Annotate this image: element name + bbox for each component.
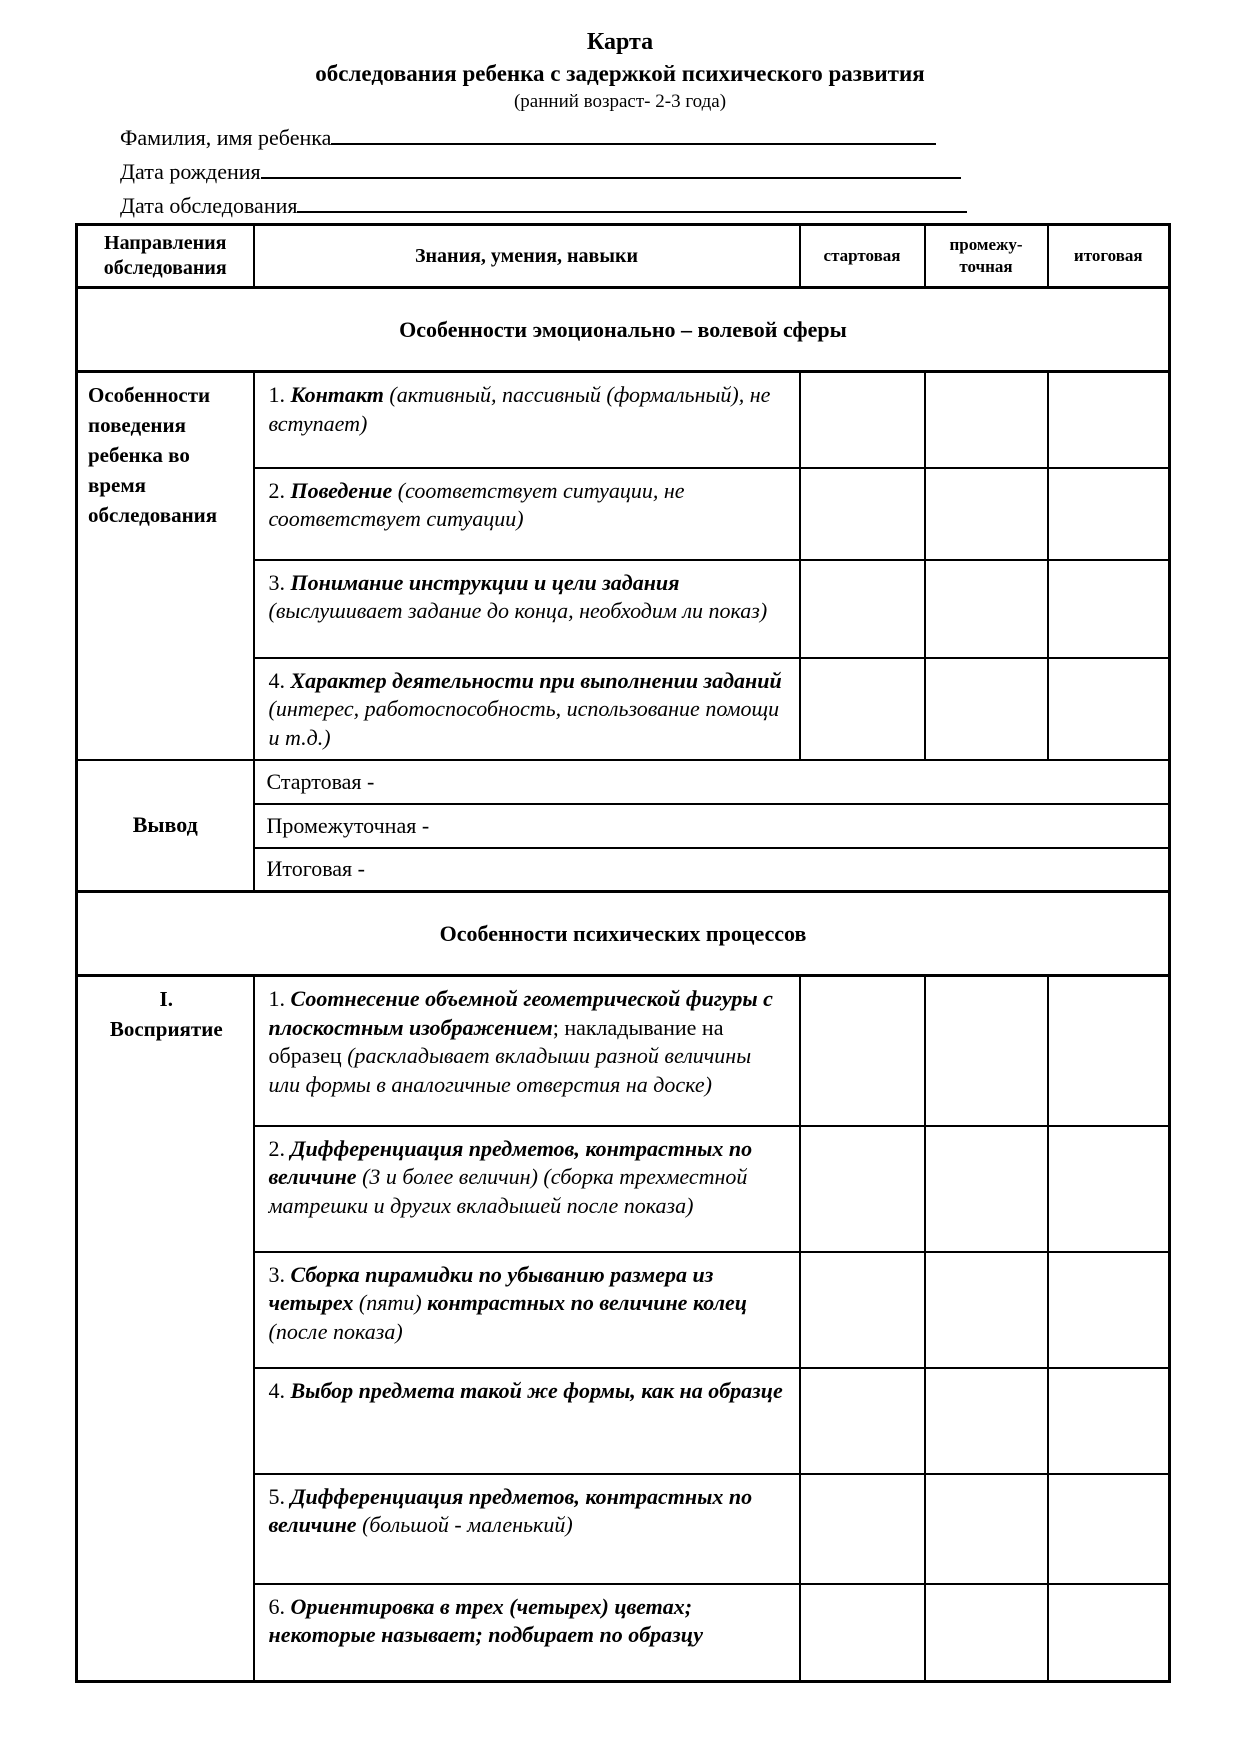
conclusion-label-cell: Вывод bbox=[77, 760, 254, 892]
score-cell-intermediate bbox=[925, 976, 1048, 1126]
score-cell-intermediate bbox=[925, 372, 1048, 468]
item-term: Поведение bbox=[290, 477, 398, 503]
item-cell-big-small-differentiation bbox=[254, 1474, 800, 1584]
conclusion-start-cell: Стартовая - bbox=[254, 760, 1170, 804]
score-cell-final bbox=[1048, 560, 1170, 658]
score-cell-start bbox=[800, 372, 925, 468]
item-detail: (пяти) bbox=[358, 1290, 428, 1316]
item-number: 6. bbox=[268, 1593, 291, 1619]
score-cell-intermediate bbox=[925, 1126, 1048, 1252]
col-header-intermediate-line1: промежу- bbox=[949, 235, 1023, 255]
item-plain-text: ; накладывание на образец bbox=[268, 1014, 724, 1069]
score-cell-intermediate bbox=[925, 658, 1048, 760]
item-detail: (интерес, работоспособность, использование помощи и т.д.) bbox=[268, 696, 780, 751]
item-cell-pyramid-assembly bbox=[254, 1252, 800, 1368]
score-cell-start bbox=[800, 1126, 925, 1252]
score-cell-final bbox=[1048, 468, 1170, 560]
item-detail: (большой - маленький) bbox=[362, 1512, 573, 1538]
score-cell-final bbox=[1048, 1126, 1170, 1252]
item-term: Дифференциация предметов, контрастных по величине bbox=[268, 1135, 753, 1190]
col-header-final: итоговая bbox=[1048, 225, 1170, 288]
section2-title-row bbox=[77, 892, 1170, 976]
item-term: Ориентировка в трех (четырех) цветах; некоторые называет; подбирает по образцу bbox=[268, 1593, 704, 1648]
item-detail: (соответствует ситуации, не соответствует ситуации) bbox=[268, 477, 685, 532]
page-title: Карта bbox=[586, 29, 654, 55]
col-header-directions: Направления обследования bbox=[77, 225, 254, 288]
item-detail: (активный, пассивный (формальный), не вступает) bbox=[268, 382, 771, 436]
item-number: 1. bbox=[268, 986, 291, 1012]
item-detail: (выслушивает задание до конца, необходим ли показ) bbox=[268, 598, 768, 624]
field-child-name bbox=[120, 121, 1240, 155]
item-number: 4. bbox=[268, 667, 291, 693]
item-detail: (раскладывает вкладыши разной величины или формы в аналогичные отверстия на доске) bbox=[268, 1043, 752, 1097]
form-fields bbox=[120, 121, 1240, 223]
conclusion-intermediate-cell: Промежуточная - bbox=[254, 804, 1170, 848]
item-cell-size-differentiation-matryoshka bbox=[254, 1126, 800, 1252]
direction-cell-perception bbox=[77, 976, 254, 1682]
field-label-exam-date: Дата обследования bbox=[120, 193, 298, 219]
score-cell-intermediate bbox=[925, 1368, 1048, 1474]
score-cell-start bbox=[800, 560, 925, 658]
score-cell-start bbox=[800, 1584, 925, 1682]
col-header-start: стартовая bbox=[800, 225, 925, 288]
score-cell-final bbox=[1048, 1474, 1170, 1584]
item-number: 2. bbox=[268, 477, 291, 503]
score-cell-intermediate bbox=[925, 1252, 1048, 1368]
section1-title-row bbox=[77, 288, 1170, 372]
item-term: Контакт bbox=[290, 382, 390, 408]
item-term: Выбор предмета такой же формы, как на образце bbox=[290, 1377, 783, 1403]
item-term: Характер деятельности при выполнении заданий bbox=[290, 667, 782, 693]
conclusion-row-start bbox=[77, 760, 1170, 804]
score-cell-start bbox=[800, 1474, 925, 1584]
score-cell-intermediate bbox=[925, 1584, 1048, 1682]
direction-perception-label: Восприятие bbox=[109, 1016, 223, 1041]
score-cell-final bbox=[1048, 1584, 1170, 1682]
page-subtitle: обследования ребенка с задержкой психического развития bbox=[315, 60, 925, 86]
item-cell-shape-matching bbox=[254, 976, 800, 1126]
score-cell-start bbox=[800, 658, 925, 760]
page-age-note: (ранний возраст- 2-3 года) bbox=[513, 90, 727, 112]
item-cell-color-orientation bbox=[254, 1584, 800, 1682]
col-header-skills: Знания, умения, навыки bbox=[254, 225, 800, 288]
conclusion-final-cell: Итоговая - bbox=[254, 848, 1170, 892]
item-number: 2. bbox=[268, 1135, 291, 1161]
item-cell-instruction-understanding bbox=[254, 560, 800, 658]
field-exam-date bbox=[120, 189, 1240, 223]
table-row bbox=[77, 372, 1170, 468]
score-cell-final bbox=[1048, 976, 1170, 1126]
item-detail-continued: (после показа) bbox=[268, 1318, 403, 1344]
section2-title: Особенности психических процессов bbox=[77, 892, 1170, 976]
score-cell-start bbox=[800, 1368, 925, 1474]
score-cell-final bbox=[1048, 1252, 1170, 1368]
item-number: 5. bbox=[268, 1483, 291, 1509]
col-header-intermediate-line2: точная bbox=[959, 257, 1013, 277]
field-birth-date bbox=[120, 155, 1240, 189]
score-cell-intermediate bbox=[925, 560, 1048, 658]
score-cell-start bbox=[800, 976, 925, 1126]
item-term: Понимание инструкции и цели задания bbox=[290, 569, 680, 595]
direction-cell-behavior: Особенности поведения ребенка во время обследования bbox=[77, 372, 254, 760]
score-cell-intermediate bbox=[925, 1474, 1048, 1584]
item-term: Сборка пирамидки по убыванию размера из четырех bbox=[268, 1261, 714, 1316]
score-cell-final bbox=[1048, 1368, 1170, 1474]
item-detail: (3 и более величин) (сборка трехместной матрешки и других вкладышей после показа) bbox=[268, 1164, 748, 1218]
item-cell-activity-character bbox=[254, 658, 800, 760]
direction-perception-numeral: I. bbox=[159, 987, 173, 1012]
assessment-table bbox=[75, 223, 1171, 1683]
item-number: 1. bbox=[268, 382, 291, 408]
table-header-row bbox=[77, 225, 1170, 288]
score-cell-start bbox=[800, 1252, 925, 1368]
item-cell-shape-choice bbox=[254, 1368, 800, 1474]
item-cell-behavior bbox=[254, 468, 800, 560]
fill-blank-child-name bbox=[331, 121, 936, 145]
field-label-child-name: Фамилия, имя ребенка bbox=[120, 125, 332, 151]
score-cell-final bbox=[1048, 658, 1170, 760]
field-label-birth-date: Дата рождения bbox=[120, 159, 261, 185]
table-row bbox=[77, 976, 1170, 1126]
item-cell-contact bbox=[254, 372, 800, 468]
item-number: 3. bbox=[268, 1261, 291, 1287]
section1-title: Особенности эмоционально – волевой сферы bbox=[77, 288, 1170, 372]
item-number: 4. bbox=[268, 1377, 291, 1403]
item-term: Дифференциация предметов, контрастных по величине bbox=[268, 1483, 753, 1538]
score-cell-final bbox=[1048, 372, 1170, 468]
fill-blank-exam-date bbox=[297, 189, 967, 213]
score-cell-intermediate bbox=[925, 468, 1048, 560]
item-number: 3. bbox=[268, 569, 291, 595]
col-header-intermediate bbox=[925, 225, 1048, 288]
item-term-continued: контрастных по величине колец bbox=[427, 1290, 748, 1316]
fill-blank-birth-date bbox=[261, 155, 961, 179]
item-term: Соотнесение объемной геометрической фигуры с плоскостным изображением bbox=[268, 986, 773, 1040]
score-cell-start bbox=[800, 468, 925, 560]
